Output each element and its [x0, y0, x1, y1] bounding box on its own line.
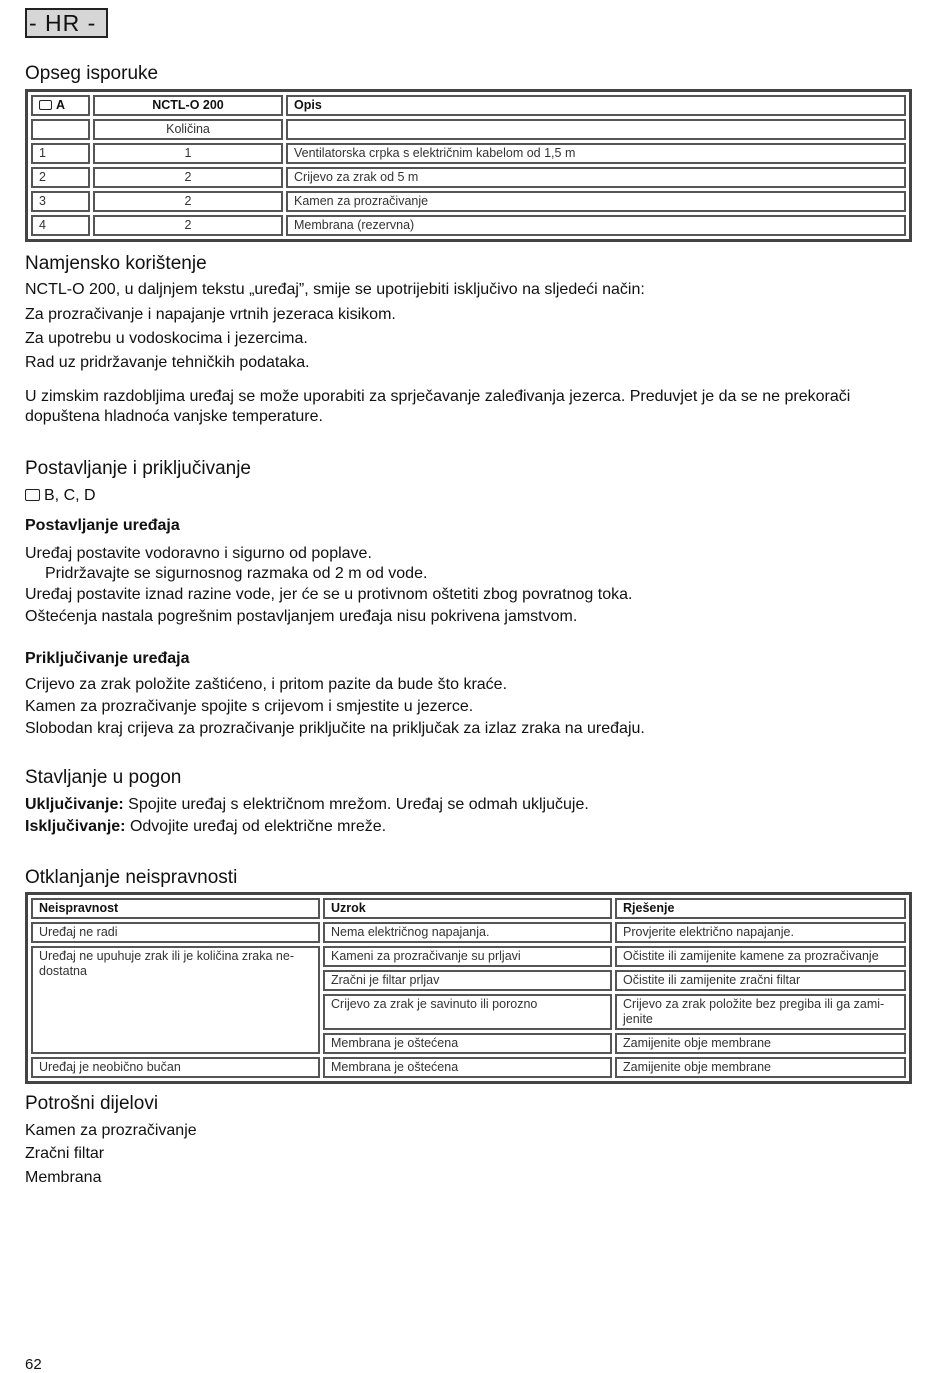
- troubleshooting-table: [25, 892, 912, 1084]
- paragraph-line: U zimskim razdobljima uređaj se može uporabiti za sprječavanje zaleđivanja jezerca. Preduvjet je da se ne prekorači: [25, 388, 851, 405]
- table-header-cell: A: [31, 95, 90, 116]
- section-title-setup: Postavljanje i priključivanje: [25, 458, 251, 479]
- table-header-cell: Opis: [286, 95, 906, 116]
- figure-box-icon: [39, 100, 52, 110]
- table-cell: Uređaj je neobično bučan: [31, 1057, 320, 1078]
- table-row: [31, 898, 906, 919]
- table-cell: Ventilatorska crpka s električnim kabelom od 1,5 m: [286, 143, 906, 164]
- paragraph-line: Uključivanje: Spojite uređaj s električnom mrežom. Uređaj se odmah uključuje.: [25, 796, 589, 813]
- table-row: [31, 946, 906, 967]
- scope-table: [25, 89, 912, 242]
- table-cell: Crijevo za zrak od 5 m: [286, 167, 906, 188]
- switch-off-label: Isključivanje:: [25, 818, 126, 835]
- paragraph-line: Crijevo za zrak položite zaštićeno, i pritom pazite da bude što kraće.: [25, 676, 508, 693]
- table-cell: Uređaj ne radi: [31, 922, 320, 943]
- list-item: Membrana: [25, 1169, 102, 1186]
- table-row: [31, 922, 906, 943]
- table-row: [31, 1057, 906, 1078]
- table-header-cell: Uzrok: [323, 898, 612, 919]
- section-title-intended-use: Namjensko korištenje: [25, 253, 207, 274]
- table-cell: Zamijenite obje membrane: [615, 1057, 906, 1078]
- table-header-cell: Rješenje: [615, 898, 906, 919]
- paragraph-line: Slobodan kraj crijeva za prozračivanje priključite na priključak za izlaz zraka na uređaju.: [25, 720, 645, 737]
- paragraph-line: Pridržavajte se sigurnosnog razmaka od 2 m od vode.: [45, 565, 428, 582]
- table-cell: Zamijenite obje membrane: [615, 1033, 906, 1054]
- table-cell: Membrana je oštećena: [323, 1033, 612, 1054]
- table-row: [31, 191, 906, 212]
- table-cell: Kameni za prozračivanje su prljavi: [323, 946, 612, 967]
- table-cell: 2: [93, 215, 283, 236]
- table-cell: [286, 119, 906, 140]
- section-title-start: Stavljanje u pogon: [25, 767, 182, 788]
- language-tag: - HR -: [25, 8, 108, 38]
- table-row: [31, 143, 906, 164]
- table-cell: 1: [93, 143, 283, 164]
- table-cell: 2: [93, 191, 283, 212]
- paragraph-line: Rad uz pridržavanje tehničkih podataka.: [25, 354, 310, 371]
- table-cell: 3: [31, 191, 90, 212]
- table-cell: Uređaj ne upuhuje zrak ili je količina zraka ne- dostatna: [31, 946, 320, 1054]
- list-item: Zračni filtar: [25, 1145, 105, 1162]
- table-cell: Očistite ili zamijenite zračni filtar: [615, 970, 906, 991]
- table-cell: Crijevo za zrak je savinuto ili porozno: [323, 994, 612, 1030]
- paragraph-line: Kamen za prozračivanje spojite s crijevom i smjestite u jezerce.: [25, 698, 474, 715]
- figure-box-icon: [25, 489, 40, 501]
- section-title-troubleshooting: Otklanjanje neispravnosti: [25, 867, 238, 888]
- table-cell: Nema električnog napajanja.: [323, 922, 612, 943]
- subsection-title: Priključivanje uređaja: [25, 650, 190, 667]
- table-cell: Provjerite električno napajanje.: [615, 922, 906, 943]
- paragraph-line: Uređaj postavite iznad razine vode, jer će se u protivnom oštetiti zbog povratnog toka.: [25, 586, 633, 603]
- table-cell: Crijevo za zrak položite bez pregiba ili ga zami- jenite: [615, 994, 906, 1030]
- table-cell: Membrana je oštećena: [323, 1057, 612, 1078]
- table-cell: 2: [93, 167, 283, 188]
- table-cell: 1: [31, 143, 90, 164]
- table-row: [31, 167, 906, 188]
- page-number: 62: [25, 1356, 42, 1373]
- table-cell: Zračni je filtar prljav: [323, 970, 612, 991]
- paragraph-line: Oštećenja nastala pogrešnim postavljanjem uređaja nisu pokrivena jamstvom.: [25, 608, 578, 625]
- table-row: [31, 215, 906, 236]
- switch-on-label: Uključivanje:: [25, 796, 124, 813]
- paragraph-line: NCTL-O 200, u daljnjem tekstu „uređaj”, smije se upotrijebiti isključivo na sljedeći način:: [25, 281, 645, 298]
- paragraph-line: Isključivanje: Odvojite uređaj od električne mreže.: [25, 818, 387, 835]
- table-cell: Količina: [93, 119, 283, 140]
- table-cell: 2: [31, 167, 90, 188]
- table-cell: 4: [31, 215, 90, 236]
- section-title-consumables: Potrošni dijelovi: [25, 1093, 159, 1114]
- table-header-cell: Neispravnost: [31, 898, 320, 919]
- table-cell: Membrana (rezervna): [286, 215, 906, 236]
- paragraph-line: Za prozračivanje i napajanje vrtnih jezeraca kisikom.: [25, 306, 396, 323]
- table-row: [31, 119, 906, 140]
- paragraph-line: Uređaj postavite vodoravno i sigurno od poplave.: [25, 545, 372, 562]
- paragraph-line: dopuštena hladnoća vanjske temperature.: [25, 408, 323, 425]
- table-cell: Kamen za prozračivanje: [286, 191, 906, 212]
- figure-reference: B, C, D: [25, 487, 96, 505]
- subsection-title: Postavljanje uređaja: [25, 517, 180, 534]
- table-row: [31, 95, 906, 116]
- paragraph-line: Za upotrebu u vodoskocima i jezercima.: [25, 330, 308, 347]
- table-cell: Očistite ili zamijenite kamene za prozračivanje: [615, 946, 906, 967]
- list-item: Kamen za prozračivanje: [25, 1122, 197, 1139]
- table-header-cell: NCTL-O 200: [93, 95, 283, 116]
- table-cell: [31, 119, 90, 140]
- section-title-scope: Opseg isporuke: [25, 63, 159, 84]
